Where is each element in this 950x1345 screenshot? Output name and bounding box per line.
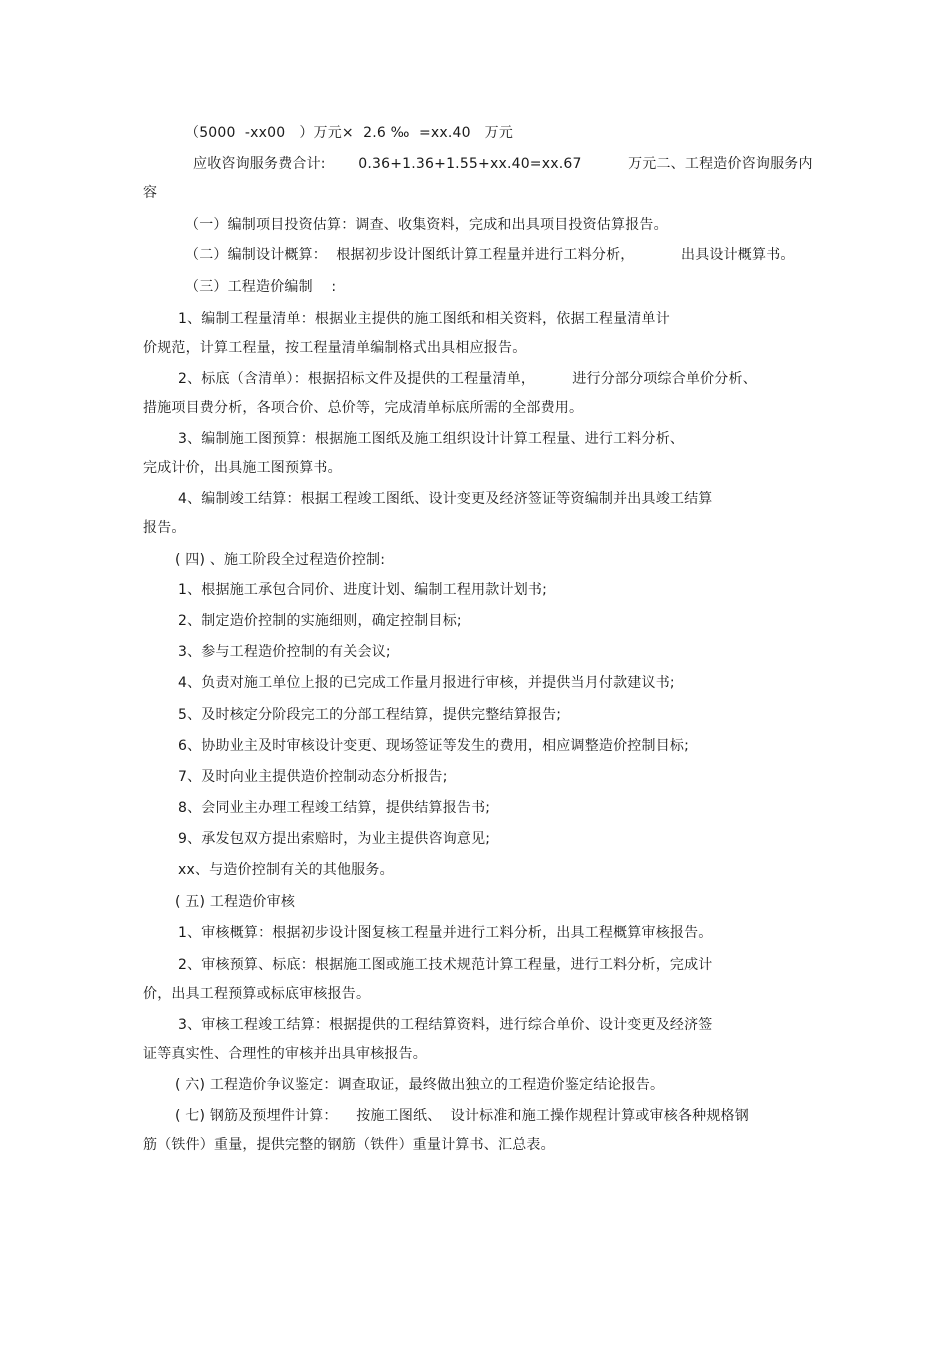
text-line: （三）工程造价编制 :: [185, 279, 337, 295]
text-line: 4、负责对施工单位上报的已完成工作量月报进行审核，并提供当月付款建议书;: [178, 675, 675, 691]
text-line: 5、及时核定分阶段完工的分部工程结算，提供完整结算报告;: [178, 707, 562, 723]
text-line: 价，出具工程预算或标底审核报告。: [143, 986, 371, 1002]
text-line: ( 七) 钢筋及预埋件计算： 按施工图纸、 设计标准和施工操作规程计算或审核各种规格钢: [175, 1108, 749, 1124]
text-line: 2、标底（含清单）：根据招标文件及提供的工程量清单， 进行分部分项综合单价分析、: [178, 371, 757, 387]
text-line: 3、参与工程造价控制的有关会议;: [178, 644, 391, 660]
text-line: 价规范，计算工程量，按工程量清单编制格式出具相应报告。: [143, 340, 527, 356]
text-line: 4、编制竣工结算：根据工程竣工图纸、设计变更及经济签证等资编制并出具竣工结算: [178, 491, 713, 507]
text-line: 8、会同业主办理工程竣工结算，提供结算报告书;: [178, 800, 491, 816]
text-line: ( 四) 、施工阶段全过程造价控制:: [175, 552, 386, 568]
text-line: 完成计价，出具施工图预算书。: [143, 460, 342, 476]
text-line: 措施项目费分析，各项合价、总价等，完成清单标底所需的全部费用。: [143, 400, 584, 416]
text-line: 报告。: [143, 520, 186, 536]
text-line: （二）编制设计概算： 根据初步设计图纸计算工程量并进行工料分析， 出具设计概算书。: [185, 247, 795, 263]
text-line: 9、承发包双方提出索赔时，为业主提供咨询意见;: [178, 831, 491, 847]
text-line: 应收咨询服务费合计: 0.36+1.36+1.55+xx.40=xx.67 万元二、工程造价咨询服务内: [193, 156, 813, 172]
text-line: ( 五) 工程造价审核: [175, 894, 296, 910]
text-line: 2、审核预算、标底：根据施工图或施工技术规范计算工程量，进行工料分析，完成计: [178, 957, 713, 973]
text-line: 1、审核概算：根据初步设计图复核工程量并进行工料分析，出具工程概算审核报告。: [178, 925, 713, 941]
text-line: xx、与造价控制有关的其他服务。: [178, 862, 394, 878]
text-line: 证等真实性、合理性的审核并出具审核报告。: [143, 1046, 427, 1062]
text-line: （一）编制项目投资估算：调查、收集资料，完成和出具项目投资估算报告。: [185, 217, 668, 233]
text-line: 1、编制工程量清单：根据业主提供的施工图纸和相关资料，依据工程量清单计: [178, 311, 670, 327]
text-line: 3、编制施工图预算：根据施工图纸及施工组织设计计算工程量、进行工料分析、: [178, 431, 685, 447]
text-line: 7、及时向业主提供造价控制动态分析报告;: [178, 769, 448, 785]
text-line: 3、审核工程竣工结算：根据提供的工程结算资料，进行综合单价、设计变更及经济签: [178, 1017, 713, 1033]
text-line: 筋（铁件）重量，提供完整的钢筋（铁件）重量计算书、汇总表。: [143, 1137, 555, 1153]
text-line: 容: [143, 185, 158, 201]
text-line: 6、协助业主及时审核设计变更、现场签证等发生的费用，相应调整造价控制目标;: [178, 738, 690, 754]
text-line: （5000 -xx00 ）万元× 2.6 ‰ =xx.40 万元: [185, 125, 514, 141]
text-line: ( 六) 工程造价争议鉴定：调查取证，最终做出独立的工程造价鉴定结论报告。: [175, 1077, 665, 1093]
text-line: 2、制定造价控制的实施细则，确定控制目标;: [178, 613, 462, 629]
text-line: 1、根据施工承包合同价、进度计划、编制工程用款计划书;: [178, 582, 548, 598]
